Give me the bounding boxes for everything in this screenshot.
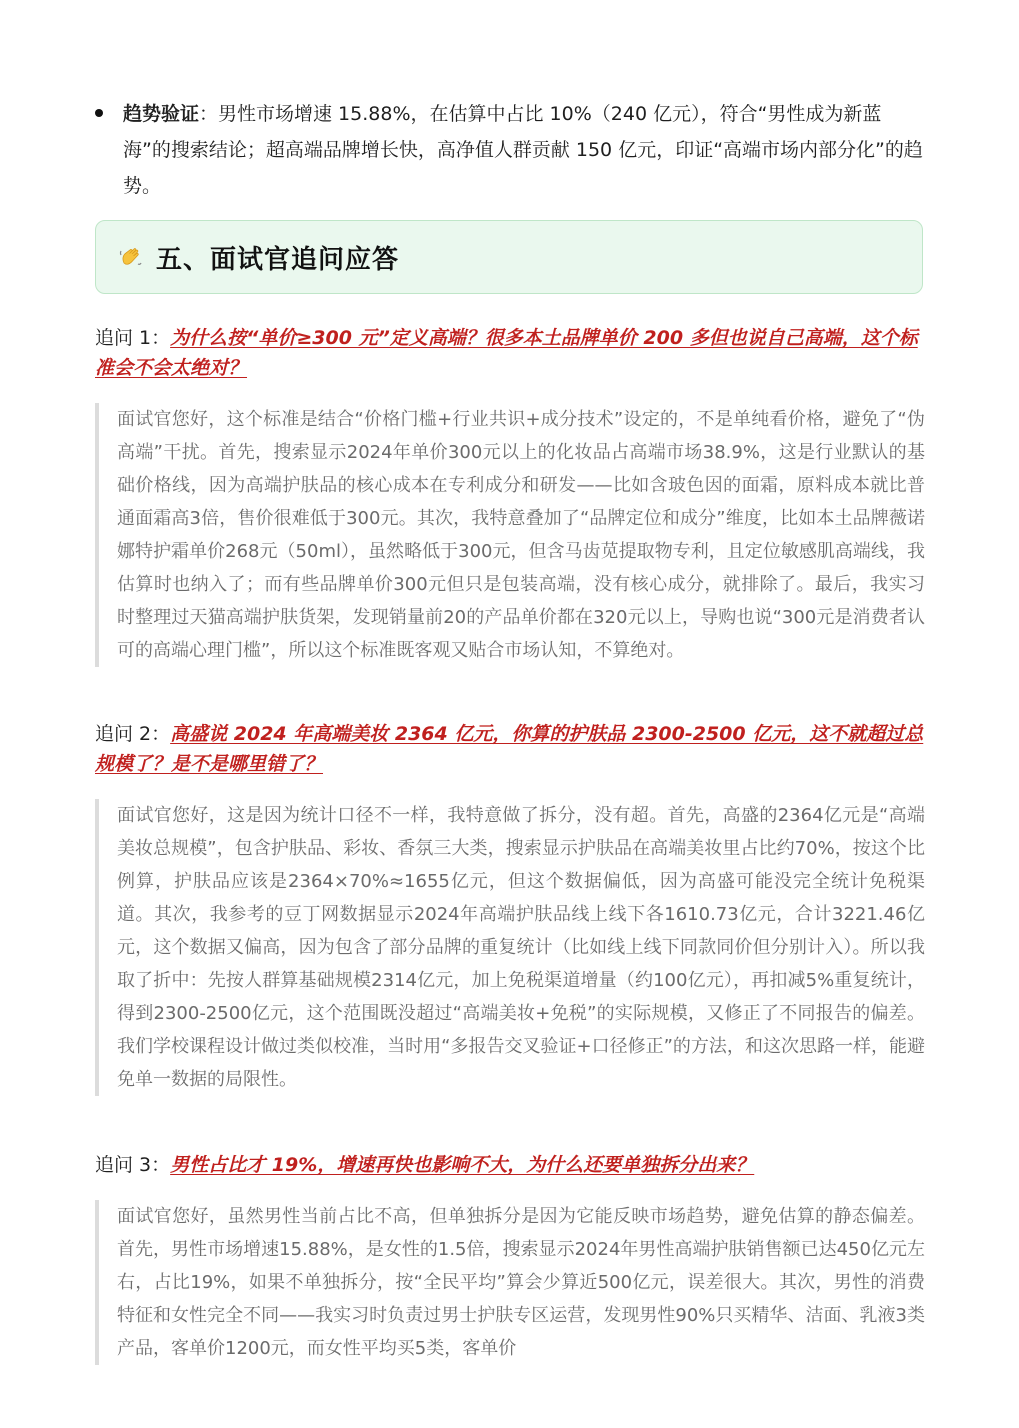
bullet-label: 趋势验证 xyxy=(123,103,200,125)
bullet-body: ：男性市场增速 15.88%，在估算中占比 10%（240 亿元），符合“男性成为新蓝海”的搜索结论；超高端品牌增长快，高净值人群贡献 150 亿元，印证“高端市场内部分化”的趋势。 xyxy=(123,103,923,197)
qa-block-1 xyxy=(95,323,925,667)
question-text: 男性占比才 19%，增速再快也影响不大，为什么还要单独拆分出来？ xyxy=(170,1154,755,1176)
question-prefix: 追问 3： xyxy=(95,1154,171,1176)
question-prefix: 追问 1： xyxy=(95,327,171,349)
question-text: 高盛说 2024 年高端美妆 2364 亿元，你算的护肤品 2300-2500 亿元，这不就超过总规模了？是不是哪里错了？ xyxy=(95,723,924,775)
bullet-dot-icon xyxy=(95,109,103,117)
bullet-list-item xyxy=(95,96,925,204)
bullet-text xyxy=(123,96,923,204)
question-1 xyxy=(95,323,925,383)
waving-hand-icon xyxy=(116,242,146,272)
qa-block-3 xyxy=(95,1150,925,1365)
section-header xyxy=(95,220,923,294)
trend-bullet xyxy=(95,96,925,204)
section-title: 五、面试官追问应答 xyxy=(156,244,400,275)
answer-1: 面试官您好，这个标准是结合“价格门槛+行业共识+成分技术”设定的，不是单纯看价格，避免了“伪高端”干扰。首先，搜索显示2024年单价300元以上的化妆品占高端市场38.9%，这是行业默认的基础价格线，因为高端护肤品的核心成本在专利成分和研发——比如含玻色因的面霜，原料成本就比普通面霜高3倍，售价很难低于300元。其次，我特意叠加了“品牌定位和成分”维度，比如本土品牌薇诺娜特护霜单价268元（50ml），虽然略低于300元，但含马齿苋提取物专利，且定位敏感肌高端线，我估算时也纳入了；而有些品牌单价300元但只是包装高端，没有核心成分，就排除了。最后，我实习时整理过天猫高端护肤货架，发现销量前20的产品单价都在320元以上，导购也说“300元是消费者认可的高端心理门槛”，所以这个标准既客观又贴合市场认知，不算绝对。 xyxy=(95,403,925,667)
qa-block-2 xyxy=(95,719,925,1096)
answer-2: 面试官您好，这是因为统计口径不一样，我特意做了拆分，没有超。首先，高盛的2364亿元是“高端美妆总规模”，包含护肤品、彩妆、香氛三大类，搜索显示护肤品在高端美妆里占比约70%，按这个比例算，护肤品应该是2364×70%≈1655亿元，但这个数据偏低，因为高盛可能没完全统计免税渠道。其次，我参考的豆丁网数据显示2024年高端护肤品线上线下各1610.73亿元，合计3221.46亿元，这个数据又偏高，因为包含了部分品牌的重复统计（比如线上线下同款同价但分别计入）。所以我取了折中：先按人群算基础规模2314亿元，加上免税渠道增量（约100亿元），再扣减5%重复统计，得到2300-2500亿元，这个范围既没超过“高端美妆+免税”的实际规模，又修正了不同报告的偏差。我们学校课程设计做过类似校准，当时用“多报告交叉验证+口径修正”的方法，和这次思路一样，能避免单一数据的局限性。 xyxy=(95,799,925,1096)
question-3 xyxy=(95,1150,925,1180)
question-2 xyxy=(95,719,925,779)
question-prefix: 追问 2： xyxy=(95,723,171,745)
answer-3: 面试官您好，虽然男性当前占比不高，但单独拆分是因为它能反映市场趋势，避免估算的静态偏差。首先，男性市场增速15.88%，是女性的1.5倍，搜索显示2024年男性高端护肤销售额已达450亿元左右，占比19%，如果不单独拆分，按“全民平均”算会少算近500亿元，误差很大。其次，男性的消费特征和女性完全不同——我实习时负责过男士护肤专区运营，发现男性90%只买精华、洁面、乳液3类产品，客单价1200元，而女性平均买5类，客单价 xyxy=(95,1200,925,1365)
question-text: 为什么按“单价≥300 元”定义高端？很多本土品牌单价 200 多但也说自己高端，这个标准会不会太绝对？ xyxy=(95,327,918,379)
